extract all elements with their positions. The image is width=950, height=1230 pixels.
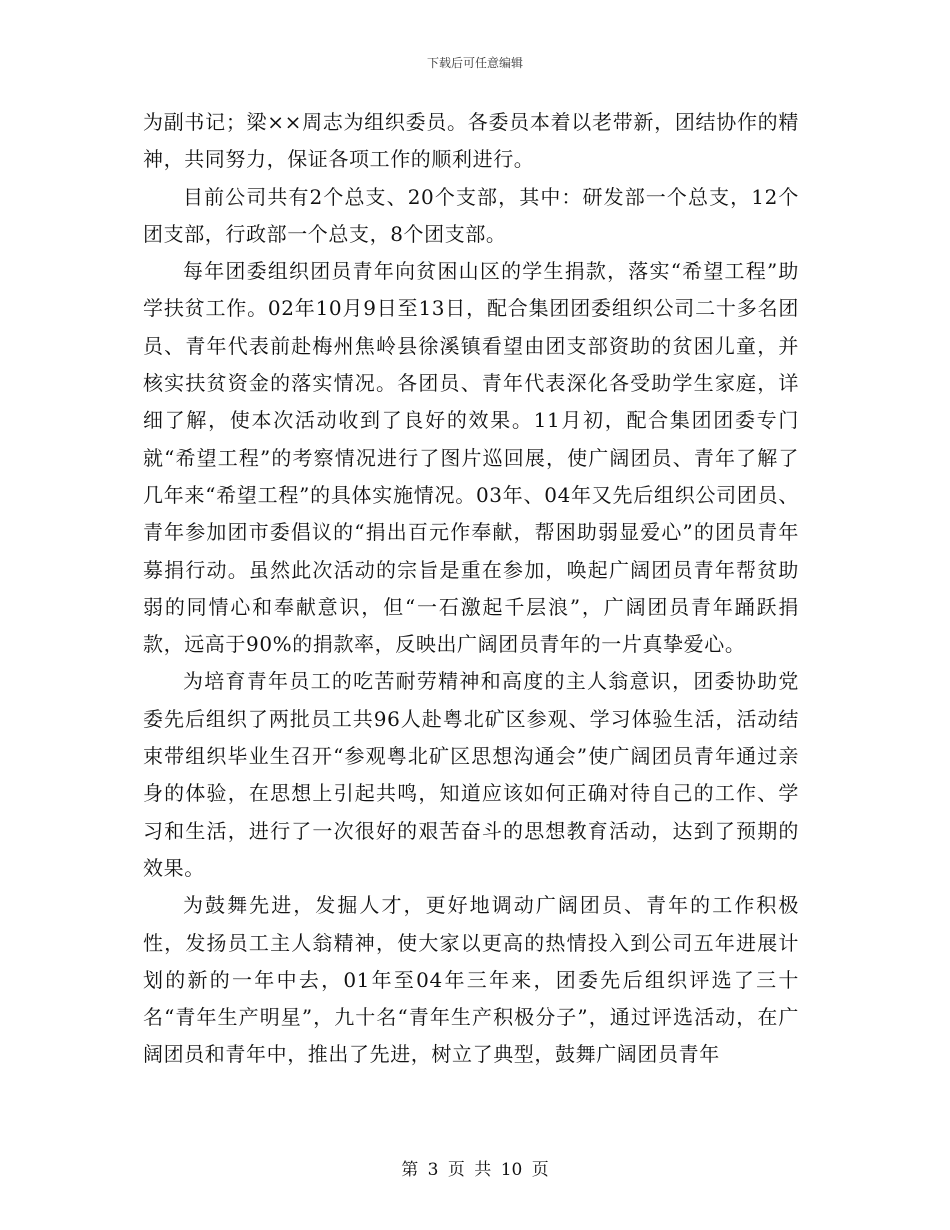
page-header-note: 下载后可任意编辑 — [426, 56, 523, 70]
paragraph-hope-project: 每年团委组织团员青年向贫困山区的学生捐款，落实“希望工程”助学扶贫工作。02年10月9日至13日，配合集团团委组织公司二十多名团员、青年代表前赴梅州焦岭县徐溪镇看望由团支部资助的贫困儿童，并核实扶贫资金的落实情况。各团员、青年代表深化各受助学生家庭，详细了解，使本次活动收到了良好的效果。11月初，配合集团团委专门就“希望工程”的考察情况进行了图片巡回展，使广阔团员、青年了解了几年来“希望工程”的具体实施情况。03年、04年又先后组织公司团员、青年参加团市委倡议的“捐出百元作奉献，帮困助弱显爱心”的团员青年募捐行动。虽然此次活动的宗旨是重在参加，唤起广阔团员青年帮贫助弱的同情心和奉献意识，但“一石激起千层浪”，广阔团员青年踊跃捐款，远高于90%的捐款率，反映出广阔团员青年的一片真挚爱心。 — [143, 259, 799, 657]
paragraph-mining-visit: 为培育青年员工的吃苦耐劳精神和高度的主人翁意识，团委协助党委先后组织了两批员工共96人赴粤北矿区参观、学习体验生活，活动结束带组织毕业生召开“参观粤北矿区思想沟通会”使广阔团员青年通过亲身的体验，在思想上引起共鸣，知道应该如何正确对待自己的工作、学习和生活，进行了一次很好的艰苦奋斗的思想教育活动，达到了预期的效果。 — [143, 669, 799, 880]
paragraph-awards: 为鼓舞先进，发掘人才，更好地调动广阔团员、青年的工作积极性，发扬员工主人翁精神，使大家以更高的热情投入到公司五年进展计划的新的一年中去，01年至04年三年来，团委先后组织评选了三十名“青年生产明星”，九十名“青年生产积极分子”，通过评选活动，在广阔团员和青年中，推出了先进，树立了典型，鼓舞广阔团员青年 — [143, 893, 799, 1067]
paragraph-continuation: 为副书记；梁××周志为组织委员。各委员本着以老带新，团结协作的精神，共同努力，保证各项工作的顺利进行。 — [143, 110, 799, 172]
page-number-footer: 第 3 页 共 10 页 — [401, 1160, 549, 1180]
document-body — [143, 104, 799, 1074]
paragraph-organization-count: 目前公司共有2个总支、20个支部，其中：研发部一个总支，12个团支部，行政部一个总支，8个团支部。 — [143, 184, 799, 246]
